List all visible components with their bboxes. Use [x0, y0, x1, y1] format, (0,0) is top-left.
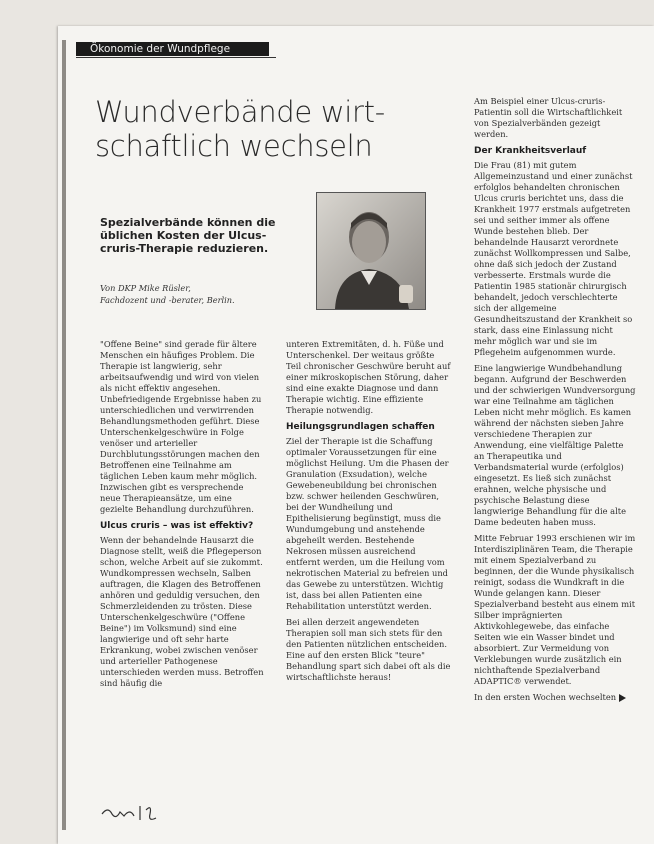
author-role: Fachdozent und -berater, Berlin. [100, 295, 235, 305]
paragraph-continued [474, 692, 636, 703]
author-name: Von DKP Mike Rüsler, [100, 283, 191, 293]
section-header [76, 42, 269, 56]
section-heading-krankheitsverlauf: Der Krankheitsverlauf [474, 146, 587, 156]
continue-arrow-icon [619, 694, 626, 702]
header-rule [76, 57, 276, 58]
author-portrait-icon [316, 192, 426, 310]
paragraph: Wenn der behandelnde Hausarzt die Diagnose stellt, weiß die Pflegeperson schon, welche Arbeit auf sie zukommt. Wundkompressen wechseln, Salben auftragen, die Klagen des Betroffenen anhören und geduldig versuchen, den Schmerzleidenden zu trösten. Diese Unterschenkelgeschwüre ("Offene Beine") im Volksmund) sind eine langwierige und oft sehr harte Erkrankung, wobei zwischen venöser und arterieller Pathogenese unterschieden werden muss. Betroffen sind häufig die [100, 535, 264, 688]
section-label: Ökonomie der Wundpflege [90, 43, 231, 55]
article-title: Wundverbände wirt-schaftlich wechseln [95, 95, 385, 163]
handwritten-page-mark [100, 800, 160, 824]
paragraph: Ziel der Therapie ist die Schaffung optimaler Voraussetzungen für eine möglichst Heilung. Um die Phasen der Granulation (Exsudation), welche Gewebeneubildung bei chronischen bzw. schwer heilenden Geschwüren, bei der Wundheilung und Epithelisierung begünstigt, muss die Wundumgebung und anstehende abgeheilt werden. Bestehende Nekrosen müssen ausreichend entfernt werden, um die Heilung vom nekrotischen Material zu befreien und das Gewebe zu unterstützen. Wichtig ist, dass bei allen Patienten eine Rehabilitation unterstützt werden. [286, 436, 449, 611]
section-heading-ulcus: Ulcus cruris – was ist effektiv? [100, 521, 254, 531]
column-3 [474, 96, 636, 708]
paragraph: Mitte Februar 1993 erschienen wir im Interdisziplinären Team, die Therapie mit einem Spezialverband zu beginnen, der die Wunde physikalisch reinigt, sodass die Wundkraft in die Wunde gelangen kann. Dieser Spezialverband besteht aus einem mit Silber imprägnierten Aktivkohlegewebe, das einfache Seiten wie ein Wasser bindet und absorbiert. Zur Vermeidung von Verklebungen wurde zusätzlich ein nichthaftende Spezialverband ADAPTIC® verwendet. [474, 533, 636, 686]
paragraph: unteren Extremitäten, d. h. Füße und Unterschenkel. Der weitaus größte Teil chronischer Geschwüre beruht auf einer mikroskopischen Störung, daher sind eine exakte Diagnose und dann Therapie wichtig. Eine effiziente Therapie notwendig. [286, 339, 451, 415]
continued-text: In den ersten Wochen wechselten [474, 692, 617, 702]
section-heading-heilung: Heilungsgrundlagen schaffen [286, 422, 435, 432]
paragraph: Eine langwierige Wundbehandlung begann. Aufgrund der Beschwerden und der schwierigen Wundversorgung war eine Teilnahme am täglichen Leben nicht mehr möglich. Es kamen während der nächsten sieben Jahre verschiedene Therapien zur Anwendung, eine vielfältige Palette an Therapeutika und Verbandsmaterial wurde (erfolglos) eingesetzt. Es ließ sich zunächst erahnen, welche physische und psychische Belastung diese langwierige Behandlung für die alte Dame bedeuten haben muss. [474, 363, 636, 527]
column-1 [100, 339, 266, 694]
article-subtitle: Spezialverbände können die üblichen Kosten der Ulcus-cruris-Therapie reduzieren. [100, 216, 276, 255]
page-binding-edge [62, 40, 66, 830]
intro-paragraph: "Offene Beine" sind gerade für ältere Menschen ein häufiges Problem. Die Therapie ist langwierig, sehr arbeitsaufwendig und wird von vielen als nicht effektiv angesehen. Unbefriedigende Ergebnisse haben zu unterschiedlichen und verwirrenden Behandlungsmethoden geführt. Diese Unterschenkelgeschwüre in Folge venöser und arterieller Durchblutungsstörungen machen den Betroffenen eine Teilnahme am täglichen Leben kaum mehr möglich. Inzwischen gibt es versprechende neue Therapieansätze, um eine gezielte Behandlung durchzuführen. [100, 339, 262, 514]
paragraph: Bei allen derzeit angewendeten Therapien soll man sich stets für den den Patienten nützlichen entscheiden. Eine auf den ersten Blick "teure" Behandlung spart sich dabei oft als die wirtschaftlichste heraus! [286, 617, 451, 682]
paragraph: Am Beispiel einer Ulcus-cruris-Patientin soll die Wirtschaftlichkeit von Spezialverbänden gezeigt werden. [474, 96, 623, 139]
column-2 [286, 339, 452, 688]
author-byline [100, 282, 300, 306]
paragraph: Die Frau (81) mit gutem Allgemeinzustand und einer zunächst erfolglos behandelten chronischen Ulcus cruris berichtet uns, dass die Krankheit 1977 erstmals aufgetreten sei und seither immer als offene Wunde bestehen blieb. Der behandelnde Hausarzt verordnete zunächst Wollkompressen und Salbe, ohne daß sich jedoch der Zustand verbesserte. Erstmals wurde die Patientin 1985 stationär chirurgisch behandelt, jedoch verschlechterte sich der allgemeine Gesundheitszustand der Krankheit so stark, dass eine Einlassung nicht mehr möglich war und sie im Pflegeheim aufgenommen wurde. [474, 160, 633, 357]
